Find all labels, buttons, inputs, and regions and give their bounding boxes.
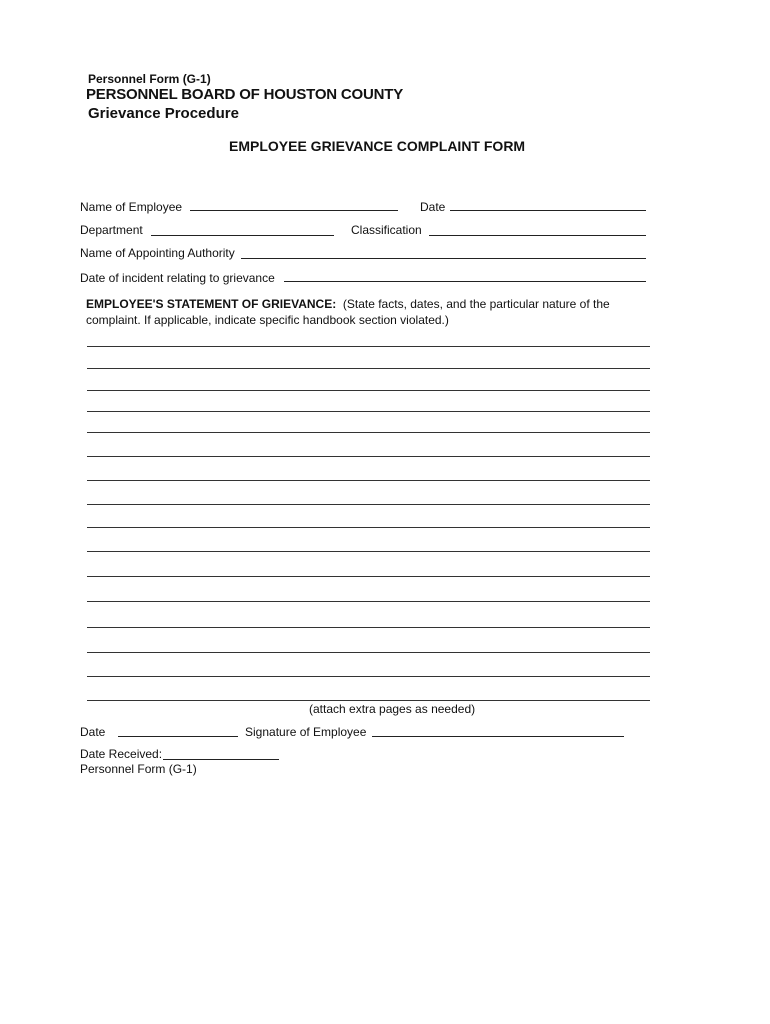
incident-date-label: Date of incident relating to grievance — [80, 271, 275, 285]
form-code: Personnel Form (G-1) — [88, 72, 211, 86]
statement-line[interactable] — [87, 346, 650, 347]
footer-form-code: Personnel Form (G-1) — [80, 762, 197, 776]
statement-line[interactable] — [87, 527, 650, 528]
footer-date-field[interactable] — [118, 736, 238, 737]
classification-field[interactable] — [429, 235, 646, 236]
statement-instructions-2: complaint. If applicable, indicate specific handbook section violated.) — [86, 313, 449, 327]
statement-line[interactable] — [87, 432, 650, 433]
signature-field[interactable] — [372, 736, 624, 737]
statement-line[interactable] — [87, 576, 650, 577]
statement-line[interactable] — [87, 601, 650, 602]
attach-note: (attach extra pages as needed) — [309, 702, 476, 716]
statement-line[interactable] — [87, 456, 650, 457]
statement-line[interactable] — [87, 652, 650, 653]
date-received-label: Date Received: — [80, 747, 163, 761]
statement-line[interactable] — [87, 627, 650, 628]
form-title: EMPLOYEE GRIEVANCE COMPLAINT FORM — [229, 138, 526, 154]
statement-heading: EMPLOYEE'S STATEMENT OF GRIEVANCE: — [86, 297, 337, 311]
signature-label: Signature of Employee — [245, 725, 367, 739]
statement-heading-block — [86, 296, 646, 328]
department-label: Department — [80, 223, 143, 237]
statement-line[interactable] — [87, 504, 650, 505]
appointing-authority-field[interactable] — [241, 258, 646, 259]
classification-label: Classification — [351, 223, 422, 237]
employee-name-field[interactable] — [190, 210, 398, 211]
incident-date-field[interactable] — [284, 281, 646, 282]
date-received-field[interactable] — [163, 759, 279, 760]
procedure-title: Grievance Procedure — [88, 105, 239, 122]
organization-name: PERSONNEL BOARD OF HOUSTON COUNTY — [86, 86, 404, 103]
statement-line[interactable] — [87, 551, 650, 552]
statement-line[interactable] — [87, 368, 650, 369]
statement-line[interactable] — [87, 676, 650, 677]
statement-line[interactable] — [87, 390, 650, 391]
appointing-authority-label: Name of Appointing Authority — [80, 246, 235, 260]
statement-line[interactable] — [87, 480, 650, 481]
date-label: Date — [420, 200, 446, 214]
employee-name-label: Name of Employee — [80, 200, 183, 214]
statement-line[interactable] — [87, 411, 650, 412]
footer-date-label: Date — [80, 725, 106, 739]
statement-line[interactable] — [87, 700, 650, 701]
date-field[interactable] — [450, 210, 646, 211]
department-field[interactable] — [151, 235, 334, 236]
statement-instructions-1: (State facts, dates, and the particular nature of the — [342, 297, 610, 311]
